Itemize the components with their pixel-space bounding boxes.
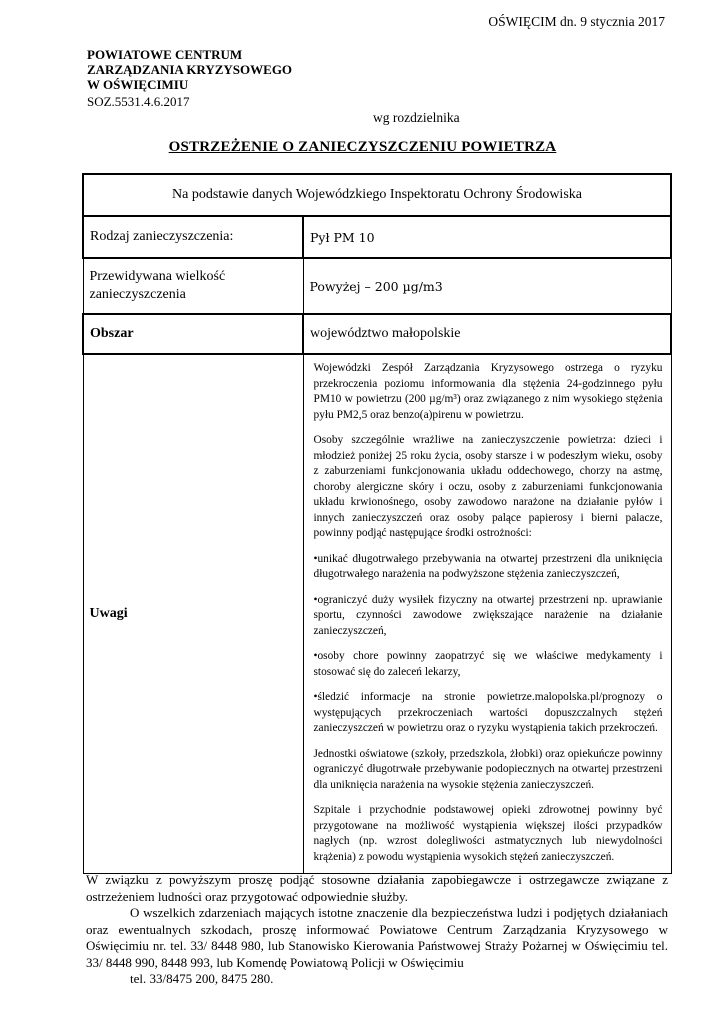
pollution-type-label: Rodzaj zanieczyszczenia: xyxy=(83,216,303,258)
remarks-label: Uwagi xyxy=(83,354,303,874)
remarks-paragraph: •unikać długotrwałego przebywania na otwartej przestrzeni dla uniknięcia długotrwałego narażenia na podwyższone stężenia zanieczyszczeń, xyxy=(313,552,663,580)
remarks-paragraph: Osoby szczególnie wrażliwe na zanieczyszczenie powietrza: dzieci i młodzież poniżej 25 roku życia, osoby starsze i w podeszłym wieku, osoby z zaburzeniami funkcjonowania układu oddechowego, chorzy na astmę, choroby alergiczne skóry i oczu, osoby z zaburzeniami funkcjonowania układu krwionośnego, osoby zawodowo narażone na działanie pyłów i innych zanieczyszczeń oraz osoby palące papierosy i bierni palacze, powinny podjąć następujące środki ostrożności: xyxy=(313,434,663,539)
table-row xyxy=(83,354,671,874)
document-title: OSTRZEŻENIE O ZANIECZYSZCZENIU POWIETRZA xyxy=(168,139,557,155)
document-date: OŚWIĘCIM dn. 9 stycznia 2017 xyxy=(488,14,665,29)
reference-number: SOZ.5531.4.6.2017 xyxy=(87,94,190,109)
organization-name xyxy=(87,47,292,92)
forecast-level-label: Przewidywana wielkość zanieczyszczenia xyxy=(83,258,303,314)
remarks-paragraph: •osoby chore powinny zaopatrzyć się we właściwe medykamenty i stosować się do zaleceń lekarzy, xyxy=(313,650,663,678)
table-row xyxy=(83,314,671,354)
table-row xyxy=(83,258,671,314)
closing-text xyxy=(86,872,668,988)
closing-paragraph: W związku z powyższym proszę podjąć stosowne działania zapobiegawcze i ostrzegawcze związane z ostrzeżeniem ludności oraz przygotować odpowiednie służby. xyxy=(86,872,668,904)
contact-phone-line: tel. 33/8475 200, 8475 280. xyxy=(130,971,274,986)
warning-table xyxy=(82,173,672,874)
remarks-paragraph: Szpitale i przychodnie podstawowej opieki zdrowotnej powinny być przygotowane na możliwość wystąpienia większej ilości przypadków nagłych (np. wzrost dolegliwości astmatycznych lub niewydolności krążenia) z powodu wystąpienia wysokich stężeń zanieczyszczeń. xyxy=(313,804,663,863)
remarks-content xyxy=(303,354,671,874)
org-line: ZARZĄDZANIA KRYZYSOWEGO xyxy=(87,62,293,77)
org-line: W OŚWIĘCIMIU xyxy=(87,77,189,92)
remarks-paragraph: Jednostki oświatowe (szkoły, przedszkola, żłobki) oraz opiekuńcze powinny ograniczyć długotrwałe przebywanie podopiecznych na otwartej przestrzeni dla uniknięcia narażenia na wysokie stężenia zanieczyszczeń. xyxy=(313,747,663,791)
table-row xyxy=(83,174,671,216)
remarks-paragraph: •śledzić informacje na stronie powietrze.malopolska.pl/prognozy o występujących przekroczeniach wartości dopuszczalnych stężeń zanieczyszczeń w powietrzu oraz o ryzyku wystąpienia takich przekroczeń. xyxy=(313,691,663,734)
closing-paragraph xyxy=(86,905,668,988)
area-value: województwo małopolskie xyxy=(303,314,671,354)
table-row xyxy=(83,216,671,258)
org-line: POWIATOWE CENTRUM xyxy=(87,47,243,62)
forecast-level-value: Powyżej – 200 µg/m3 xyxy=(303,258,671,314)
source-line: Na podstawie danych Wojewódzkiego Inspektoratu Ochrony Środowiska xyxy=(83,174,671,216)
area-label: Obszar xyxy=(83,314,303,354)
remarks-paragraph: •ograniczyć duży wysiłek fizyczny na otwartej przestrzeni np. uprawianie sportu, czynności zawodowe zwiększające narażenie na działanie zanieczyszczeń, xyxy=(313,593,663,637)
contact-paragraph: O wszelkich zdarzeniach mających istotne znaczenie dla bezpieczeństwa ludzi i podjętych działaniach oraz ewentualnych szkodach, proszę informować Powiatowe Centrum Zarządzania Kryzysowego w Oświęcimiu nr. tel. 33/ 8448 980, lub Stanowisko Kierowania Państwowej Straży Pożarnej w Oświęcimiu tel. 33/ 8448 990, 8448 993, lub Komendę Powiatową Policji w Oświęcimiu xyxy=(86,905,668,970)
pollution-type-value: Pył PM 10 xyxy=(303,216,671,258)
distribution-note: wg rozdzielnika xyxy=(373,110,460,125)
remarks-paragraph: Wojewódzki Zespół Zarządzania Kryzysowego ostrzega o ryzyku przekroczenia poziomu informowania dla stężenia 24-godzinnego pyłu PM10 w powietrzu (200 µg/m³) oraz związanego z nim wysokiego stężenia pyłu PM2,5 oraz benzo(a)pirenu w powietrzu. xyxy=(313,362,663,421)
